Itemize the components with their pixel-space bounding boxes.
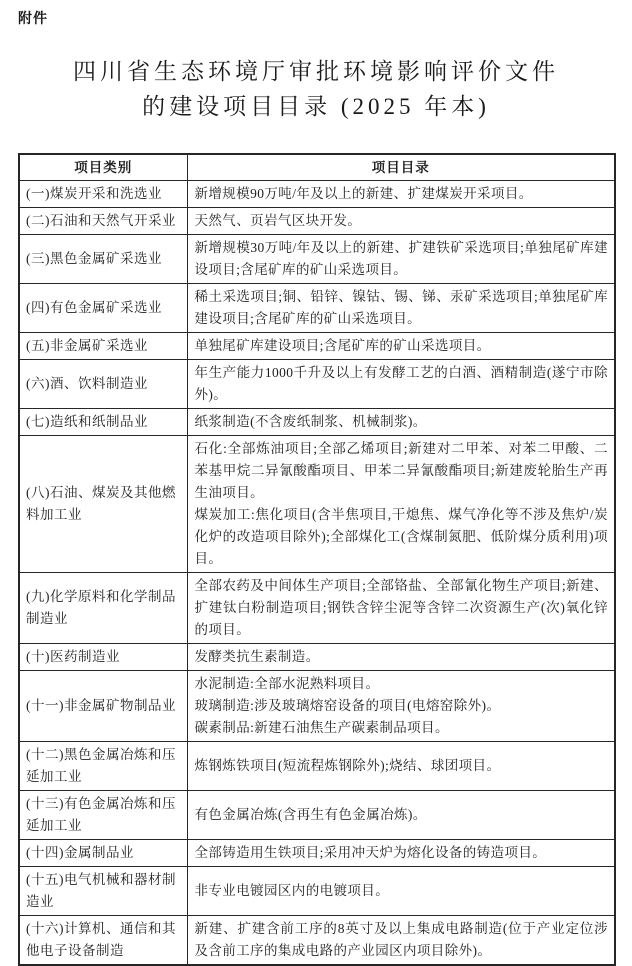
catalog-cell (187, 436, 615, 573)
catalog-paragraph: 新增规模90万吨/年及以上的新建、扩建煤炭开采项目。 (194, 186, 533, 201)
catalog-paragraph: 碳素制品:新建石油焦生产碳素制品项目。 (194, 720, 449, 735)
catalog-paragraph: 稀土采选项目;铜、铅锌、镍钴、锡、锑、汞矿采选项目;单独尾矿库建设项目;含尾矿库的矿山采选项目。 (194, 289, 608, 326)
table-row (19, 840, 615, 867)
catalog-paragraph: 非专业电镀园区内的电镀项目。 (194, 883, 390, 898)
table-row (19, 742, 615, 791)
catalog-cell (187, 671, 615, 742)
catalog-cell (187, 742, 615, 791)
table-row (19, 644, 615, 671)
catalog-cell (187, 409, 615, 436)
category-cell: (十)医药制造业 (19, 644, 187, 671)
catalog-table-body (19, 181, 615, 966)
category-cell: (十四)金属制品业 (19, 840, 187, 867)
table-row (19, 791, 615, 840)
category-cell: (四)有色金属矿采选业 (19, 284, 187, 333)
category-cell: (十五)电气机械和器材制造业 (19, 867, 187, 916)
category-cell: (八)石油、煤炭及其他燃料加工业 (19, 436, 187, 573)
catalog-paragraph: 纸浆制造(不含废纸制浆、机械制浆)。 (194, 414, 427, 429)
page-title (18, 54, 614, 124)
category-cell: (十二)黑色金属冶炼和压延加工业 (19, 742, 187, 791)
catalog-cell (187, 333, 615, 360)
category-cell: (六)酒、饮料制造业 (19, 360, 187, 409)
category-cell: (二)石油和天然气开采业 (19, 208, 187, 235)
catalog-paragraph: 新增规模30万吨/年及以上的新建、扩建铁矿采选项目;单独尾矿库建设项目;含尾矿库的矿山采选项目。 (194, 240, 608, 277)
table-row (19, 573, 615, 644)
catalog-paragraph: 水泥制造:全部水泥熟料项目。 (194, 676, 380, 691)
table-row (19, 360, 615, 409)
project-catalog-table (18, 153, 616, 966)
catalog-paragraph: 煤炭加工:焦化项目(含半焦项目,干熄焦、煤气净化等不涉及焦炉/炭化炉的改造项目除外);全部煤化工(含煤制氮肥、低阶煤分质利用)项目。 (194, 507, 608, 566)
catalog-cell (187, 360, 615, 409)
table-row (19, 409, 615, 436)
catalog-cell (187, 840, 615, 867)
table-row (19, 284, 615, 333)
table-row (19, 916, 615, 966)
catalog-paragraph: 发酵类抗生素制造。 (194, 649, 320, 664)
table-row (19, 671, 615, 742)
catalog-paragraph: 年生产能力1000千升及以上有发酵工艺的白酒、酒精制造(遂宁市除外)。 (194, 365, 608, 402)
catalog-cell (187, 916, 615, 966)
table-row (19, 436, 615, 573)
page-title-line1: 四川省生态环境厅审批环境影响评价文件 (73, 59, 559, 84)
catalog-paragraph: 单独尾矿库建设项目;含尾矿库的矿山采选项目。 (194, 338, 491, 353)
table-row (19, 208, 615, 235)
category-cell: (九)化学原料和化学制品制造业 (19, 573, 187, 644)
table-row (19, 333, 615, 360)
page-title-line2: 的建设项目目录 (2025 年本) (142, 94, 490, 119)
category-cell: (十一)非金属矿物制品业 (19, 671, 187, 742)
catalog-paragraph: 新建、扩建含前工序的8英寸及以上集成电路制造(位于产业定位涉及含前工序的集成电路的产业园区内项目除外)。 (194, 921, 608, 958)
catalog-cell (187, 791, 615, 840)
category-cell: (七)造纸和纸制品业 (19, 409, 187, 436)
table-row (19, 235, 615, 284)
category-cell: (五)非金属矿采选业 (19, 333, 187, 360)
catalog-cell (187, 644, 615, 671)
category-cell: (三)黑色金属矿采选业 (19, 235, 187, 284)
table-row (19, 181, 615, 208)
catalog-paragraph: 全部农药及中间体生产项目;全部铬盐、全部氰化物生产项目;新建、扩建钛白粉制造项目;钢铁含锌尘泥等含锌二次资源生产(次)氧化锌的项目。 (194, 578, 608, 637)
catalog-paragraph: 玻璃制造:涉及玻璃熔窑设备的项目(电熔窑除外)。 (194, 698, 501, 713)
category-cell: (十三)有色金属冶炼和压延加工业 (19, 791, 187, 840)
table-row (19, 867, 615, 916)
catalog-cell (187, 235, 615, 284)
table-header-row (19, 154, 615, 181)
attachment-label: 附件 (18, 12, 48, 27)
catalog-cell (187, 284, 615, 333)
catalog-paragraph: 石化:全部炼油项目;全部乙烯项目;新建对二甲苯、对苯二甲酸、二苯基甲烷二异氰酸酯项目、甲苯二异氰酸酯项目;新建废轮胎生产再生油项目。 (194, 441, 608, 500)
catalog-paragraph: 全部铸造用生铁项目;采用冲天炉为熔化设备的铸造项目。 (194, 845, 547, 860)
category-cell: (一)煤炭开采和洗选业 (19, 181, 187, 208)
catalog-paragraph: 天然气、页岩气区块开发。 (194, 213, 362, 228)
catalog-cell (187, 208, 615, 235)
catalog-paragraph: 有色金属冶炼(含再生有色金属冶炼)。 (194, 807, 427, 822)
column-header-catalog: 项目目录 (187, 154, 615, 181)
category-cell: (十六)计算机、通信和其他电子设备制造 (19, 916, 187, 966)
catalog-cell (187, 573, 615, 644)
catalog-cell (187, 181, 615, 208)
column-header-category: 项目类别 (19, 154, 187, 181)
catalog-paragraph: 炼钢炼铁项目(短流程炼钢除外);烧结、球团项目。 (194, 758, 501, 773)
catalog-cell (187, 867, 615, 916)
